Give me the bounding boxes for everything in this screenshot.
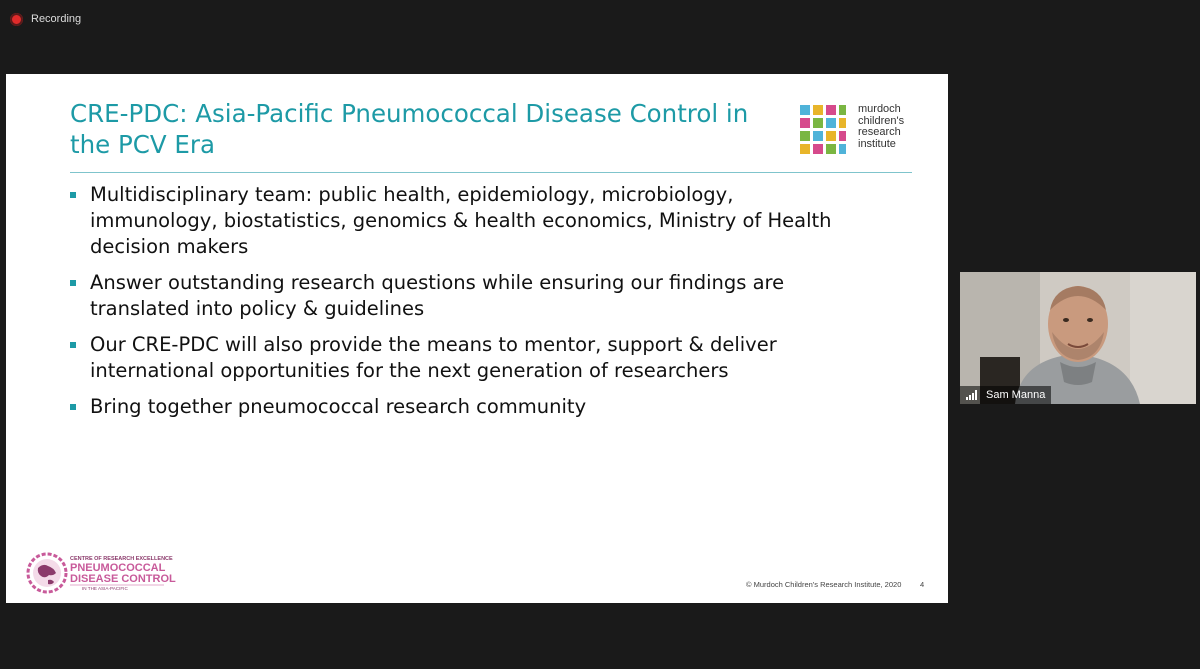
bullet-square-icon [70, 342, 76, 348]
cre-logo-line1: CENTRE OF RESEARCH EXCELLENCE [70, 556, 173, 562]
participant-video-tile[interactable] [960, 272, 1196, 404]
mcri-line: murdoch [858, 103, 901, 115]
signal-bars-icon [966, 390, 980, 400]
slide-copyright: © Murdoch Children's Research Institute, 2020 [746, 580, 902, 589]
bullet-text: Multidisciplinary team: public health, epidemiology, microbiology, [90, 183, 734, 206]
bullet-item [70, 394, 930, 420]
participant-video-feed [960, 272, 1196, 404]
bullet-text: Bring together pneumococcal research community [90, 395, 587, 418]
bullet-text: Our CRE-PDC will also provide the means to mentor, support & deliver [90, 333, 777, 356]
slide-title-line1: CRE-PDC: Asia-Pacific Pneumococcal Disease Control in [70, 99, 749, 128]
mcri-logo [800, 104, 904, 156]
bullet-text: decision makers [90, 235, 249, 258]
cre-logo-line2: PNEUMOCOCCAL [70, 562, 166, 574]
bullet-text: international opportunities for the next generation of researchers [90, 359, 729, 382]
cre-pdc-logo [26, 550, 176, 596]
bullet-square-icon [70, 280, 76, 286]
bullet-text: Answer outstanding research questions while ensuring our findings are [90, 271, 785, 294]
recording-dot-icon [10, 13, 23, 26]
slide-title-line2: the PCV Era [70, 130, 215, 159]
bullet-list [70, 182, 930, 430]
participant-name-tag [960, 386, 1051, 404]
cre-logo-line3: DISEASE CONTROL [70, 573, 176, 585]
mcri-line: children's [858, 114, 905, 127]
mcri-wordmark [858, 104, 904, 150]
recording-indicator[interactable] [10, 10, 81, 28]
mcri-line: research [858, 126, 901, 138]
bullet-text: translated into policy & guidelines [90, 297, 425, 320]
slide-page-number: 4 [920, 580, 925, 589]
bullet-text: immunology, biostatistics, genomics & health economics, Ministry of Health [90, 209, 832, 232]
bullet-item [70, 270, 930, 322]
mcri-line: institute [858, 137, 896, 150]
globe-asia-pacific-icon [28, 554, 66, 592]
bullet-square-icon [70, 404, 76, 410]
slide-title [70, 98, 770, 160]
bullet-item [70, 182, 930, 260]
mcri-letter-blocks-icon [800, 104, 850, 156]
cre-logo-line4: IN THE ASIA-PACIFIC [82, 586, 128, 591]
shared-slide [6, 74, 948, 603]
recording-label: Recording [31, 13, 82, 25]
bullet-item [70, 332, 930, 384]
participant-name: Sam Manna [986, 389, 1046, 401]
bullet-square-icon [70, 192, 76, 198]
title-divider [70, 172, 912, 173]
